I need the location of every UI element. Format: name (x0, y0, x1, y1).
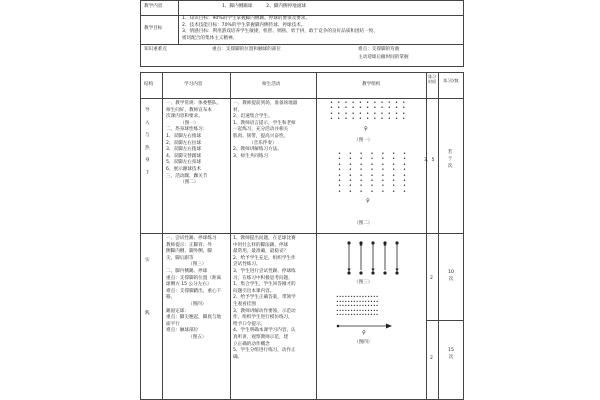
drill-arrow (336, 322, 394, 330)
fig3-caption: （图三） (354, 280, 373, 285)
goals-list: 1、知识目标：90%的学生掌握脚内侧踢、停球的要领及要求。 2、技术技能目标：70%的学生掌握脚内侧传球、停球技术。 3、情感目标：利用游戏培养学生敏捷、机智、果断、勇于拼，敢于竞争的良好品质和团结一致、 密切配合的集体主义精神。 (182, 16, 378, 41)
col-count: 练习次数 (443, 78, 459, 83)
fig1-caption: （图一） (354, 138, 373, 143)
col-structure: 结构 (144, 82, 154, 87)
practice-count-1: 10次 (448, 270, 454, 282)
practice-time-2: 2 (430, 356, 433, 361)
teacher-marker-3: ♀ (362, 330, 366, 336)
teacher-marker-1: ♀ (364, 126, 368, 132)
goals-label: 教学目标 (144, 26, 163, 31)
teacher-marker-2: ♀ (366, 198, 370, 204)
difficulty: 难点：支撑脚的弯曲 (358, 47, 400, 52)
content-label: 教学内容 (144, 4, 163, 9)
col-content: 学习内容 (184, 82, 203, 87)
line-drill-diagram: ••••••••••••••• ••••••••••••••• ••••••••••••••• ••••••••••••••• ••••••••••••••• (336, 295, 379, 319)
lesson-plan-page (140, 0, 464, 400)
difficulty-2: 主动迎球后撤时间的掌握 (358, 55, 409, 60)
passing-drill-diagram (345, 240, 401, 276)
fig2-caption: （图二） (354, 221, 373, 226)
practice-time-1: 2 (430, 276, 433, 281)
practice-content: 一、尝试性踢、停球练习 教师提示：正脚背、外 侧脚内侧、脚外侧、脚 尖、脚后跟等 （图三） 二、脚内侧踢、停球 重点：支撑脚的位置（距离 球侧方 15 公分左右） 难点：支撑脚踏出，重心下 移。 （图四） 踢固定球： 重点：脚尖翘起，脚底与地 面平行 难点：触球部位 （图五） (166, 236, 222, 340)
practice-label: 实 践 (145, 258, 150, 316)
prep-time: 3、5 (424, 158, 435, 163)
col-time: 练习时间 (428, 74, 436, 84)
col-org: 教学组织 (362, 82, 381, 87)
content-items: 1、脚内侧踢球 2、脚内侧停地滚球 (222, 4, 306, 9)
practice-activities: 1、教师提出问题，在足球比赛 中用什么样的脚法踢、停球 最常用，最准确，最稳妥？ 2、给予学生充足，组织学生作 尝试性练习。 3、学生进行尝试性踢、停球练 习，在练习中积极思考问题。 1、集合学生，学生回答刚才的 问题引出本课内容。 2、给予学生正确答案，带领学 生观看挂图 3、教师讲解动作要领，示范动 作，组织学生进行模仿练习， 给予口令提示。 4、学生明确本课学习内容，认 真听讲，观察教师示范，建 立正确的动作概念 5、学生分组进行练习，动作正 确。 (233, 236, 296, 360)
prep-activities: 一、教师提前到场，准备场地器 材。 2、迅速集合学生。 1、教师语言提示，学生和老师 一起练习，充分活动并相关 肌肉、韧带，提高兴奋性。 （音乐伴奏） 2、教师讲解练习方法。 3、师生共同练习 (233, 101, 298, 159)
practice-count-2: 15次 (448, 348, 454, 360)
key-label: 知识重难点 (144, 47, 167, 52)
formation-diagram-1: • • • • • • • • • • • • • • • • • • • • • • • • • • • • • • • • • • • • • • • • • • • • (330, 100, 406, 123)
key-point: 重点：支撑脚的位置和触球的部位 (212, 47, 281, 52)
prep-label: 导 入 与 热 身 7 (145, 108, 150, 176)
fig4-caption: （图四） (354, 340, 373, 345)
prep-count: 若于次 (447, 150, 453, 169)
prep-content: 一、教学常规：体委整队、 师生问好，教师宣布本 次课内容和要求。 （图一） 二、热身球性练习： 1、双脚左右推球 2、双脚左右拉球 3、双脚左右拨球 4、双脚交替踏球 5、双脚左右扣球 6、展示颠球技术 三、活动踝、踝关节 （图二） (166, 101, 222, 186)
formation-diagram-2: • • • • • • • • • • • • • • • • • • • • • • • • • • • • • • • • • • • • • • • • • • • • • • • • • • • • • • • • (338, 151, 407, 195)
col-teacher: 师生活动 (262, 82, 281, 87)
